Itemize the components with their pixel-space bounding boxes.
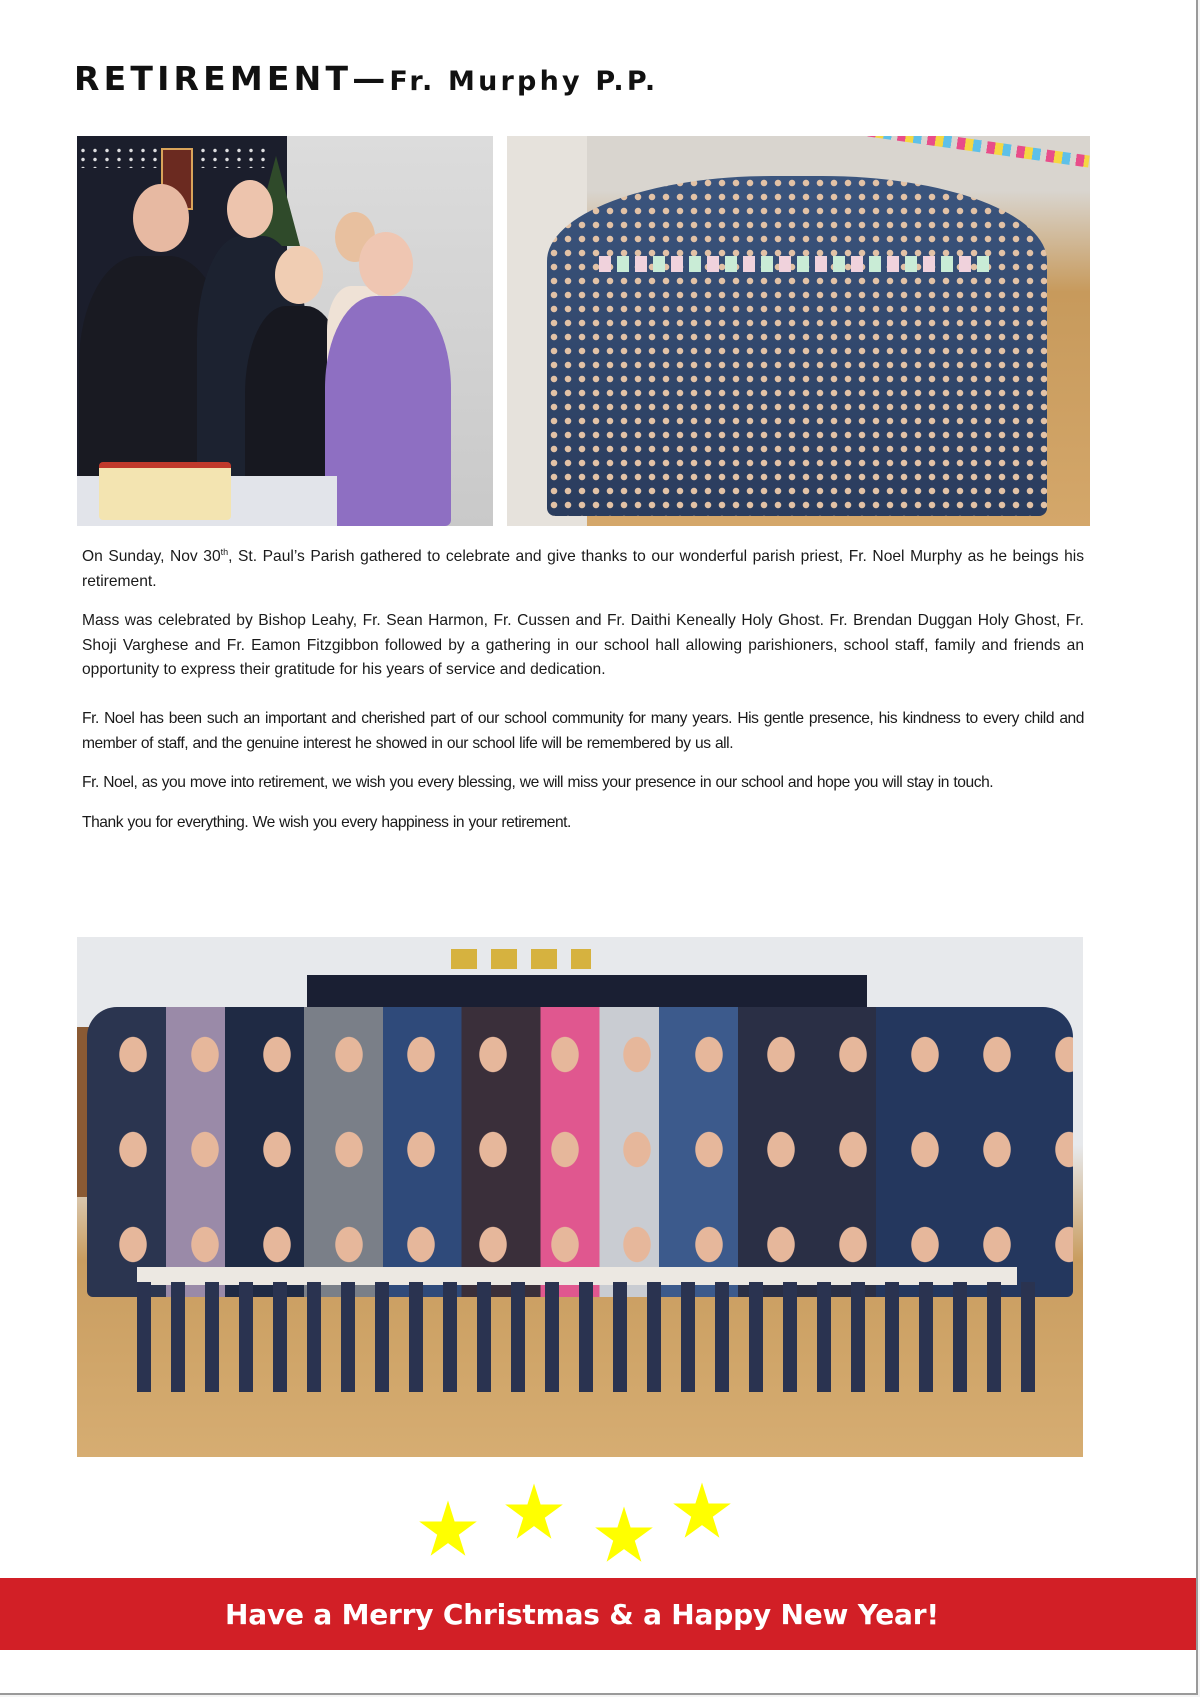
article-text: On Sunday, Nov 30 (82, 548, 221, 565)
photo-staff-group (77, 937, 1083, 1457)
article-paragraph-5: Thank you for everything. We wish you every happiness in your retirement. (82, 813, 571, 831)
pupils-crowd (547, 176, 1047, 516)
article-text: , St. Paul’s Parish gathered to celebrate and give thanks to our wonderful parish priest, Fr. Noel Murphy as he beings his retirement. (82, 548, 1084, 590)
person-purple-jacket (325, 296, 451, 526)
page-title (74, 59, 659, 98)
article-paragraph-2: Mass was celebrated by Bishop Leahy, Fr. Sean Harmon, Fr. Cussen and Fr. Daithi Keneally Holy Ghost. Fr. Brendan Duggan Holy Ghost, Fr. Shoji Varghese and Fr. Eamon Fitzgibbon followed by a gathering in our school hall allowing parishioners, school staff, family and friends an opportunity to express their gratitude for his years of service and dedication. (82, 612, 1084, 679)
person-head (133, 184, 189, 252)
person-head (359, 232, 413, 296)
article-paragraph-3: Fr. Noel has been such an important and cherished part of our school community for many years. His gentle presence, his kindness to every child and member of staff, and the genuine interest he showed in our school life will be remembered by us all. (82, 709, 1084, 752)
staff-legs (137, 1282, 1037, 1392)
person-head (275, 246, 323, 304)
bunting (867, 136, 1089, 167)
decorative-stars (400, 1468, 740, 1568)
star-icon (594, 1506, 654, 1564)
christmas-banner-text: Have a Merry Christmas & a Happy New Year! (225, 1597, 939, 1631)
person-head (227, 180, 273, 238)
photo-cake-cutting (77, 136, 493, 526)
ordinal-suffix: th (220, 546, 229, 557)
photo-school-hall (507, 136, 1090, 526)
star-icon (672, 1482, 732, 1540)
article-body (82, 545, 1084, 850)
page-title-subject: Fr. Murphy P.P. (389, 66, 659, 97)
wall-cards (451, 949, 591, 969)
page-title-main: RETIREMENT— (74, 59, 390, 98)
christmas-banner (0, 1578, 1196, 1650)
star-icon (418, 1500, 478, 1558)
happy-retirement-letters (599, 256, 989, 272)
staff-members (87, 1007, 1073, 1297)
retirement-cake (99, 462, 231, 520)
article-paragraph-4: Fr. Noel, as you move into retirement, we wish you every blessing, we will miss your presence in our school and hope you will stay in touch. (82, 774, 994, 792)
star-icon (504, 1483, 564, 1541)
article-paragraph-1 (82, 545, 1084, 594)
